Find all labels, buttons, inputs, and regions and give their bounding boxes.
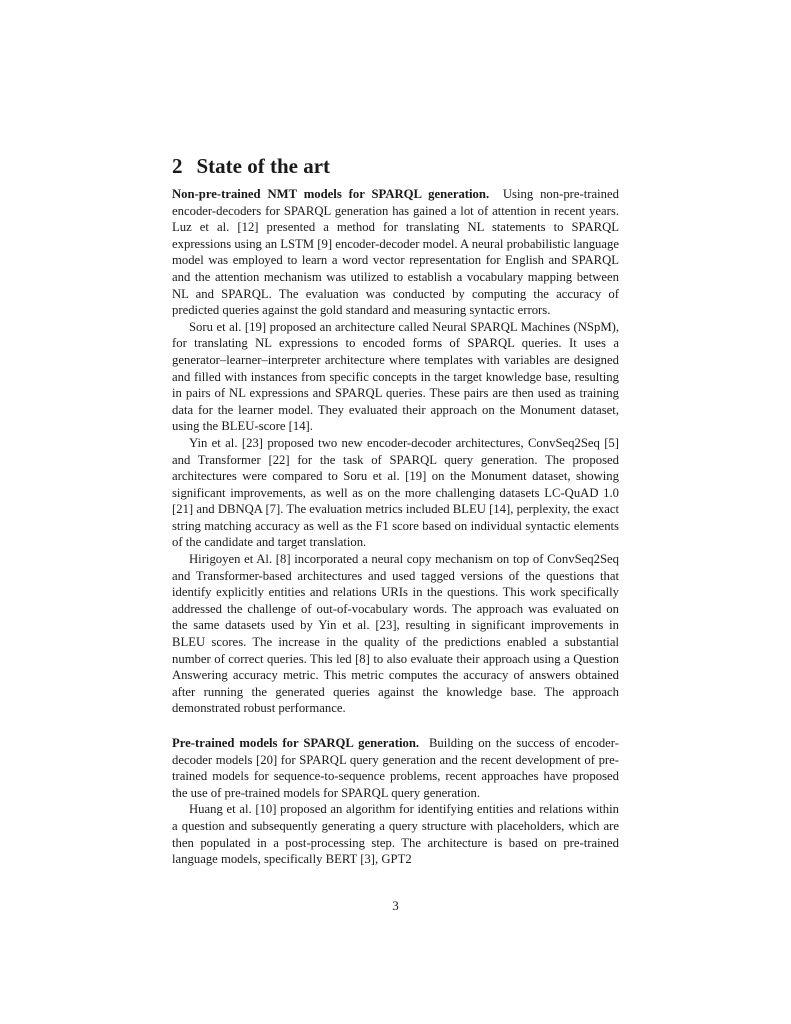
- paragraph: Hirigoyen et Al. [8] incorporated a neural copy mechanism on top of ConvSeq2Seq and Transformer-based architectures and used tagged versions of the questions that identify explicitly entities and relations URIs in the questions. This work specifically addressed the challenge of out-of-vocabulary words. The approach was evaluated on the same datasets used by Yin et al. [23], resulting in significant improvements in BLEU scores. The increase in the quality of the predictions enabled a substantial number of correct queries. This led [8] to also evaluate their approach using a Question Answering accuracy metric. This metric computes the accuracy of answers obtained after running the generated queries against the knowledge base. The approach demonstrated robust performance.: [172, 552, 619, 716]
- section-number: 2: [172, 154, 183, 178]
- paragraph: Yin et al. [23] proposed two new encoder-decoder architectures, ConvSeq2Seq [5] and Transformer [22] for the task of SPARQL query generation. The proposed architectures were compared to Soru et al. [19] on the Monument dataset, showing significant improvements, as well as on the more challenging datasets LC-QuAD 1.0 [21] and DBNQA [7]. The evaluation metrics included BLEU [14], perplexity, the exact string matching accuracy as well as the F1 score based on individual syntactic elements of the candidate and target translation.: [172, 435, 619, 550]
- paragraph: Soru et al. [19] proposed an architecture called Neural SPARQL Machines (NSpM), for translating NL expressions to encoded forms of SPARQL queries. It uses a generator–learner–interpreter architecture where templates with variables are designed and filled with instances from specific concepts in the target knowledge base, resulting in pairs of NL expressions and SPARQL queries. These pairs are then used as training data for the learner model. They evaluated their approach on the Monument dataset, using the BLEU-score [14].: [172, 319, 619, 434]
- paragraph-heading: Non-pre-trained NMT models for SPARQL generation.: [172, 187, 490, 201]
- paragraph-heading: Pre-trained models for SPARQL generation.: [172, 736, 420, 750]
- section-heading: [172, 154, 330, 179]
- section-title: State of the art: [196, 154, 331, 178]
- paragraph: Huang et al. [10] proposed an algorithm for identifying entities and relations within a question and subsequently generating a query structure with placeholders, which are then populated in a post-processing step. The architecture is based on pre-trained language models, specifically BERT [3], GPT2: [172, 802, 619, 867]
- paragraph-text: Building on the success of encoder-decoder models [20] for SPARQL query generation and the recent development of pre-trained models for sequence-to-sequence problems, recent approaches have proposed the use of pre-trained models for SPARQL query generation.: [172, 736, 620, 800]
- paragraph: [172, 186, 619, 319]
- paragraph: [172, 735, 619, 801]
- nmt-models-block: [172, 186, 619, 717]
- page-number: 3: [392, 898, 399, 913]
- pretrained-models-block: [172, 735, 619, 868]
- paragraph-text: Using non-pre-trained encoder-decoders for SPARQL generation has gained a lot of attention in recent years. Luz et al. [12] presented a method for translating NL statements to SPARQL expressions using an LSTM [9] encoder-decoder model. A neural probabilistic language model was employed to learn a word vector representation for English and SPARQL and the attention mechanism was utilized to establish a vocabulary mapping between NL and SPARQL. The evaluation was conducted by computing the accuracy of predicted queries against the gold standard and measuring syntactic errors.: [172, 187, 619, 318]
